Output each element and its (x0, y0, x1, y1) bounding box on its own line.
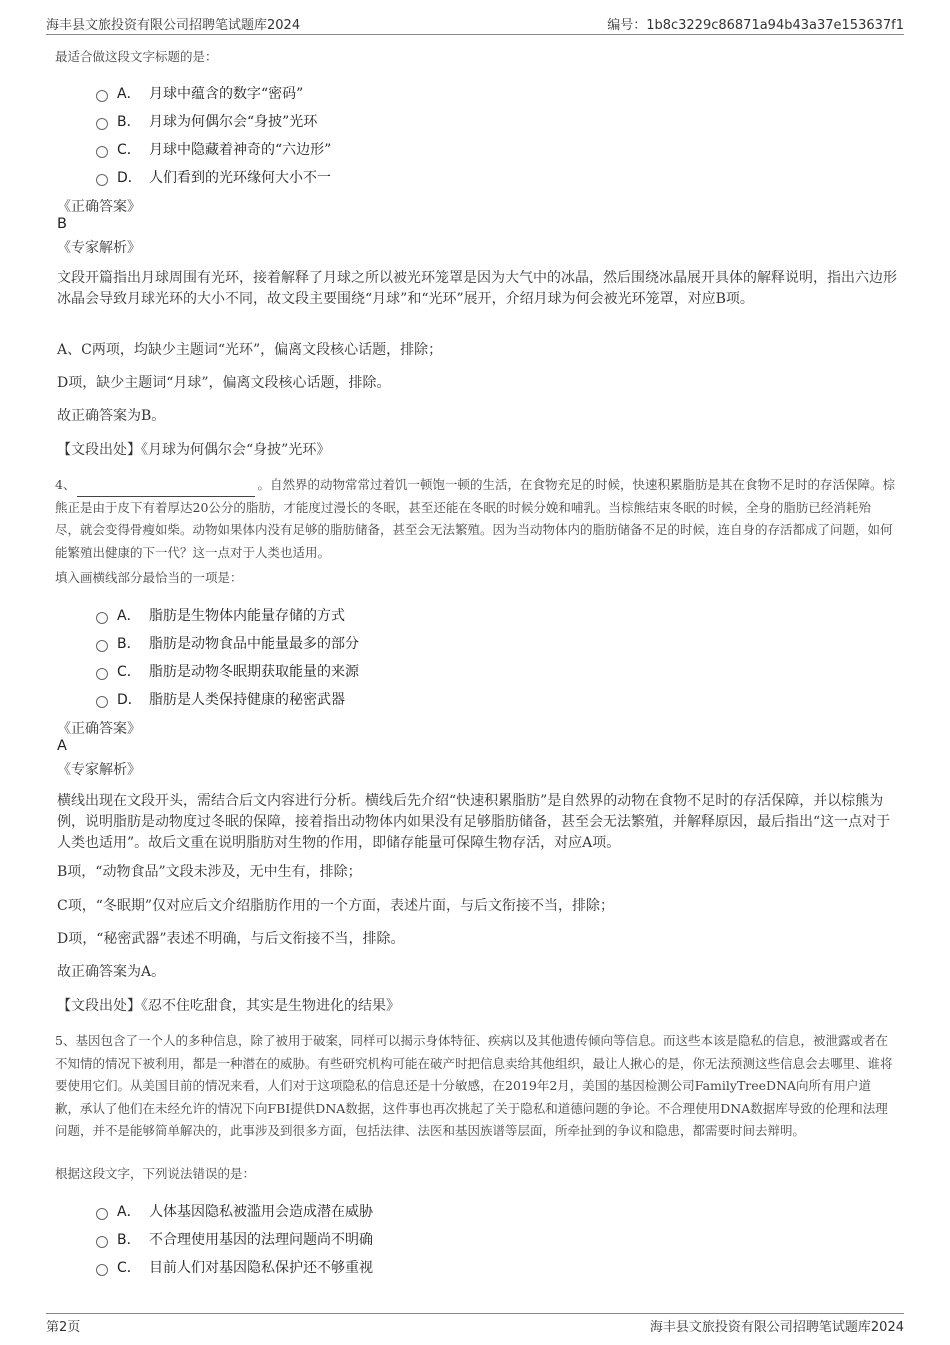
q3-analysis-ac: A、C两项，均缺少主题词“光环”，偏离文段核心话题，排除； (57, 342, 443, 358)
q5-option-c[interactable]: C． 目前人们对基因隐私保护还不够重视 (96, 1257, 373, 1277)
radio-icon[interactable] (96, 1264, 108, 1276)
q5-option-b[interactable]: B． 不合理使用基因的法理问题尚不明确 (96, 1229, 373, 1249)
radio-icon[interactable] (96, 668, 108, 680)
header-serial: 编号：1b8c3229c86871a94b43a37e153637f1 (607, 18, 904, 33)
radio-icon[interactable] (96, 174, 108, 186)
q4-conclusion: 故正确答案为A。 (57, 964, 166, 980)
radio-icon[interactable] (96, 146, 108, 158)
q4-answer: A (57, 738, 67, 754)
radio-icon[interactable] (96, 90, 108, 102)
q3-option-a[interactable]: A． 月球中蕴含的数字“密码” (96, 83, 303, 103)
q4-option-a[interactable]: A． 脂肪是生物体内能量存储的方式 (96, 605, 345, 625)
q4-option-b[interactable]: B． 脂肪是动物食品中能量最多的部分 (96, 633, 359, 653)
q4-analysis-label: 《专家解析》 (57, 762, 141, 778)
q5-passage: 5、基因包含了一个人的多种信息，除了被用于破案，同样可以揭示身体特征、疾病以及其他遗传倾向等信息。而这些本该是隐私的信息，被泄露或者在不知情的情况下被利用，都是一种潜在的威胁。有些研究机构可能在破产时把信息卖给其他组织，最让人揪心的是，你无法预测这些信息会去哪里、谁将要使用它们。从美国目前的情况来看，人们对于这项隐私的信息还是十分敏感，在2019年2月，美国的基因检测公司FamilyTreeDNA向所有用户道歉，承认了他们在未经允许的情况下向FBI提供DNA数据，这件事也再次挑起了关于隐私和道德问题的争论。不合理使用DNA数据库导致的伦理和法理问题，并不是能够简单解决的，此事涉及到很多方面，包括法律、法医和基因族谱等层面，所牵扯到的争议和隐患，都需要时间去辩明。 (55, 1033, 893, 1138)
q4-source: 【文段出处】《忍不住吃甜食，其实是生物进化的结果》 (57, 998, 400, 1014)
q4-analysis-d: D项，“秘密武器”表述不明确，与后文衔接不当，排除。 (57, 931, 405, 947)
q3-analysis-d: D项，缺少主题词“月球”，偏离文段核心话题，排除。 (57, 375, 391, 391)
q4-option-d[interactable]: D． 脂肪是人类保持健康的秘密武器 (96, 689, 345, 709)
q4-option-c[interactable]: C． 脂肪是动物冬眠期获取能量的来源 (96, 661, 359, 681)
q4-passage: 4、 。自然界的动物常常过着饥一顿饱一顿的生活，在食物充足的时候，快速积累脂肪是其在食物不足时的存活保障。棕熊正是由于皮下有着厚达20公分的脂肪，才能度过漫长的冬眠，甚至还能在冬眠的时候分娩和哺乳。当棕熊结束冬眠的时候，全身的脂肪已经消耗殆尽，就会变得骨瘦如柴。动物如果体内没有足够的脂肪储备，甚至会无法繁殖。因为当动物体内的脂肪储备不足的时候，连自身的存活都成了问题，如何能繁殖出健康的下一代？这一点对于人类也适用。 (55, 477, 895, 560)
fill-blank-line (77, 482, 255, 497)
q5-option-a[interactable]: A． 人体基因隐私被滥用会造成潜在威胁 (96, 1201, 373, 1221)
q3-option-c[interactable]: C． 月球中隐藏着神奇的“六边形” (96, 139, 331, 159)
radio-icon[interactable] (96, 118, 108, 130)
page-number: 第2页 (46, 1320, 81, 1335)
q3-answer: B (57, 216, 67, 232)
header-title: 海丰县文旅投资有限公司招聘笔试题库2024 (46, 18, 301, 33)
radio-icon[interactable] (96, 1208, 108, 1220)
q4-analysis-b: B项，“动物食品”文段未涉及，无中生有，排除； (57, 864, 362, 880)
q5-prompt: 根据这段文字，下列说法错误的是： (55, 1166, 256, 1181)
q3-option-b[interactable]: B． 月球为何偶尔会“身披”光环 (96, 111, 317, 131)
q4-analysis-c: C项，“冬眠期”仅对应后文介绍脂肪作用的一个方面，表述片面，与后文衔接不当，排除； (57, 898, 615, 914)
radio-icon[interactable] (96, 696, 108, 708)
q4-prompt: 填入画横线部分最恰当的一项是： (55, 570, 243, 585)
page-header (46, 14, 904, 35)
q3-analysis-label: 《专家解析》 (57, 240, 141, 256)
radio-icon[interactable] (96, 640, 108, 652)
footer-title: 海丰县文旅投资有限公司招聘笔试题库2024 (649, 1320, 904, 1335)
q4-analysis-main: 横线出现在文段开头，需结合后文内容进行分析。横线后先介绍“快速积累脂肪”是自然界的动物在食物不足时的存活保障，并以棕熊为例，说明脂肪是动物度过冬眠的保障，接着指出动物体内如果没有足够脂肪储备，甚至会无法繁殖，并解释原因，最后指出“这一点对于人类也适用”。故后文重在说明脂肪对生物的作用，即储存能量可保障生物存活，对应A项。 (57, 793, 891, 851)
radio-icon[interactable] (96, 1236, 108, 1248)
q3-source: 【文段出处】《月球为何偶尔会“身披”光环》 (57, 442, 331, 458)
q3-analysis-main: 文段开篇指出月球周围有光环，接着解释了月球之所以被光环笼罩是因为大气中的冰晶，然后围绕冰晶展开具体的解释说明，指出六边形冰晶会导致月球光环的大小不同，故文段主要围绕“月球”和“光环”展开，介绍月球为何会被光环笼罩，对应B项。 (57, 270, 897, 307)
q4-answer-label: 《正确答案》 (57, 721, 141, 737)
q3-conclusion: 故正确答案为B。 (57, 408, 166, 424)
q3-prompt: 最适合做这段文字标题的是： (55, 49, 218, 64)
q3-option-d[interactable]: D． 人们看到的光环缘何大小不一 (96, 167, 331, 187)
q3-answer-label: 《正确答案》 (57, 199, 141, 215)
page-footer (46, 1313, 904, 1335)
radio-icon[interactable] (96, 612, 108, 624)
